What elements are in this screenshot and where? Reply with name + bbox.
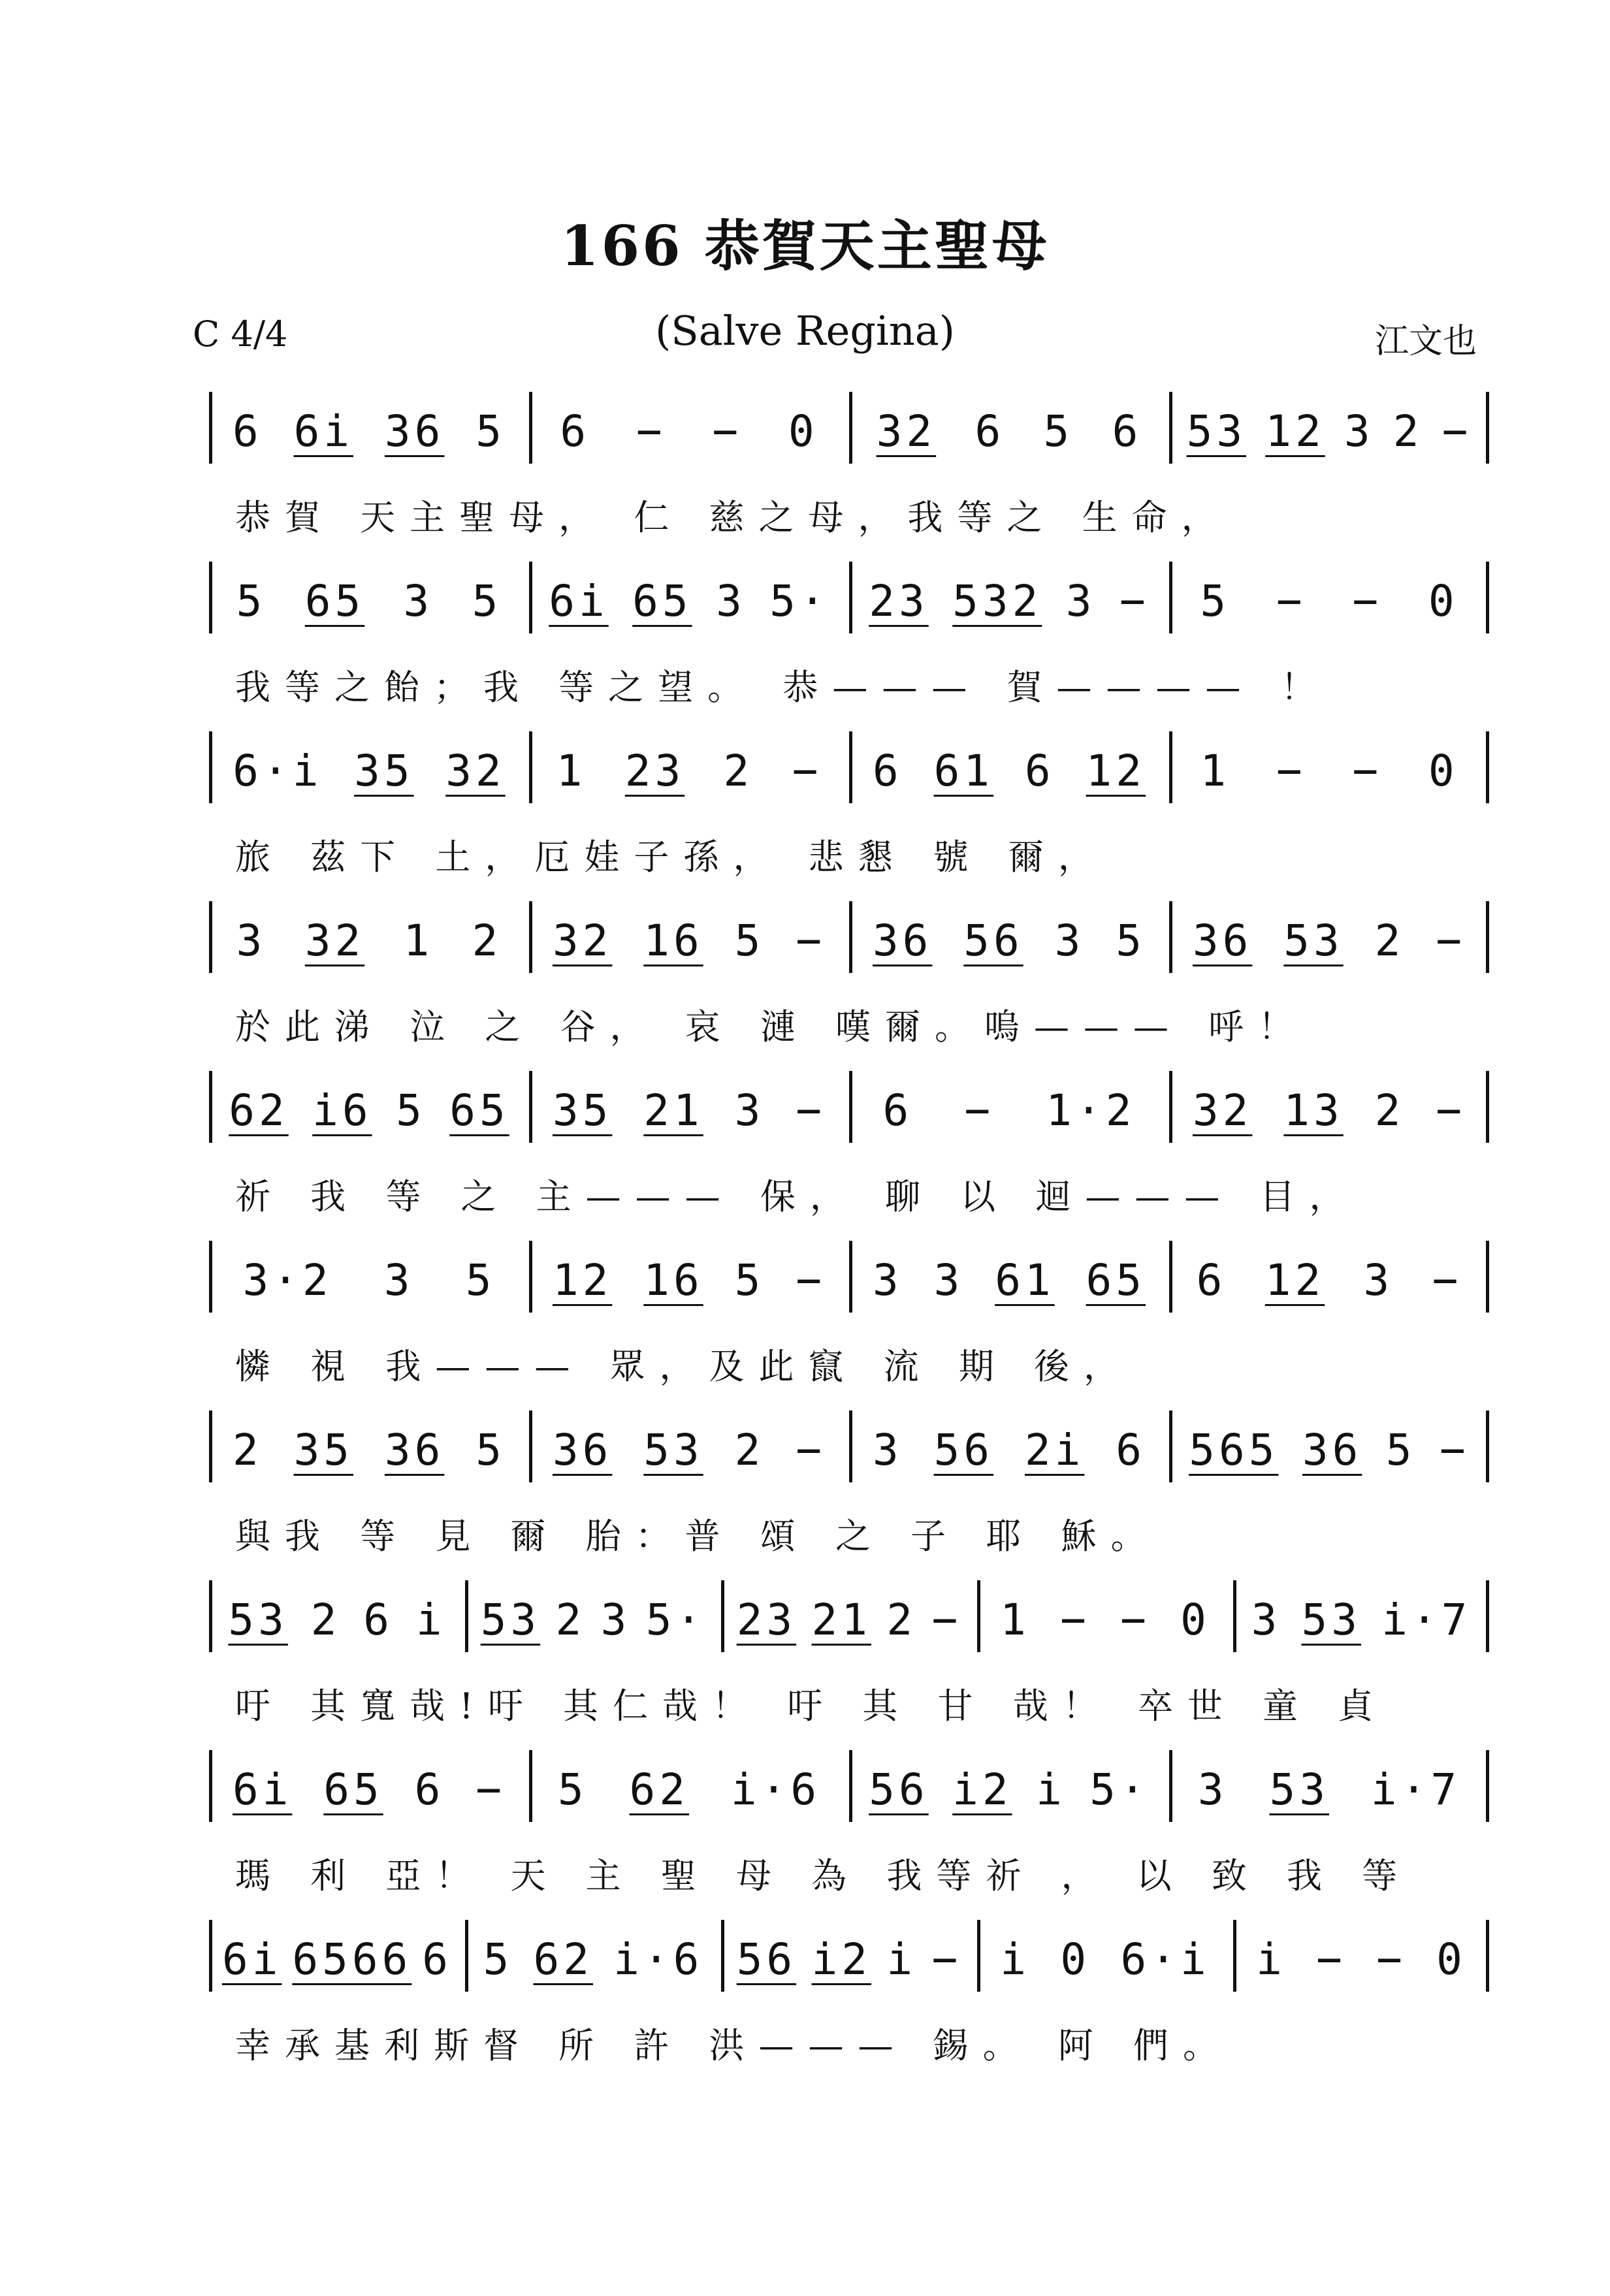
barline (1486, 901, 1489, 973)
measure: 56 i2 i 5· (869, 1764, 1150, 1815)
notation-line (209, 1071, 1489, 1149)
barline (529, 392, 532, 464)
notation-line (209, 901, 1489, 980)
measure: 6i 6566 6 (221, 1934, 453, 1985)
lyrics-line: 瑪 利 亞！ 天 主 聖 母 為 我等祈 ， 以 致 我 等 (235, 1855, 1412, 1896)
barline (1486, 1411, 1489, 1482)
barline (849, 731, 852, 803)
barline (1486, 1241, 1489, 1313)
lyrics-line: 於此涕 泣 之 谷， 哀 漣 嘆爾。嗚——— 呼！ (235, 1006, 1308, 1047)
notation-line (209, 1411, 1489, 1489)
score-system (209, 562, 1489, 708)
barline (849, 1411, 852, 1482)
measure: i − − 0 (1256, 1934, 1466, 1985)
notation-line (209, 1241, 1489, 1319)
measure: 3 56 2i 6 (872, 1424, 1146, 1475)
barline (1233, 1580, 1236, 1652)
barline (529, 562, 532, 633)
notation-line (209, 731, 1489, 810)
barline (529, 1071, 532, 1143)
measure: 6 − − 0 (560, 406, 818, 456)
key-signature: C 4/4 (193, 313, 288, 355)
measure: 53 2 3 5· (480, 1594, 706, 1645)
measure: 53 2 6 i (228, 1594, 446, 1645)
barline (849, 1071, 852, 1143)
measure: 12 16 5 − (552, 1254, 826, 1305)
barline (977, 1580, 980, 1652)
barline (209, 1750, 212, 1822)
barline (209, 1411, 212, 1482)
score-system (209, 392, 1489, 538)
barline (1169, 1411, 1172, 1482)
barline (1169, 731, 1172, 803)
lyrics-line: 吁 其寬哉!吁 其仁哉！ 吁 其 甘 哉！ 卒世 童 貞 (235, 1685, 1388, 1727)
barline (849, 901, 852, 973)
measure: 36 53 2 − (1192, 915, 1466, 966)
barline (849, 562, 852, 633)
measure: 5 62 i·6 (483, 1934, 703, 1985)
measure: 36 53 2 − (552, 1424, 826, 1475)
barline (1486, 1920, 1489, 1992)
lyrics-line: 我等之飴；我 等之望。 恭——— 賀———— ！ (235, 667, 1330, 708)
lyrics-line: 幸承基利斯督 所 許 洪——— 錫。 阿 們。 (235, 2025, 1232, 2066)
measure: 53 12 3 2 − (1186, 406, 1472, 456)
barline (1169, 562, 1172, 633)
measure: 5 65 3 5 (236, 575, 502, 626)
barline (1169, 1241, 1172, 1313)
measure: 6i 65 6 − (232, 1764, 506, 1815)
measure: i 0 6·i (1000, 1934, 1210, 1985)
notation-line (209, 1920, 1489, 1998)
measure: 32 16 5 − (552, 915, 826, 966)
composer: 江文也 (1375, 322, 1477, 361)
barline (1486, 392, 1489, 464)
notation-line (209, 392, 1489, 470)
barline (529, 1411, 532, 1482)
measure: 3·2 3 5 (242, 1254, 496, 1305)
measure: 3 32 1 2 (236, 915, 502, 966)
measure: 1 23 2 − (556, 745, 822, 796)
measure: 1 − − 0 (1200, 745, 1458, 796)
barline (529, 901, 532, 973)
measure: 3 3 61 65 (872, 1254, 1146, 1305)
barline (465, 1920, 468, 1992)
score-system (209, 1920, 1489, 2066)
lyrics-line: 憐 視 我——— 眾，及此竄 流 期 後， (235, 1346, 1133, 1387)
measure: 3 53 i·7 (1251, 1594, 1472, 1645)
measure: 6 12 3 − (1196, 1254, 1462, 1305)
barline (209, 1580, 212, 1652)
lyrics-line: 旅 茲下 土，厄娃子孫， 悲懇 號 爾， (235, 837, 1108, 878)
score-system (209, 901, 1489, 1047)
barline (209, 1071, 212, 1143)
barline (849, 1241, 852, 1313)
barline (977, 1920, 980, 1992)
barline (209, 1920, 212, 1992)
measure: 5 − − 0 (1200, 575, 1458, 626)
measure: 6 61 6 12 (872, 745, 1146, 796)
barline (1486, 1071, 1489, 1143)
measure: 3 53 i·7 (1197, 1764, 1461, 1815)
barline (209, 901, 212, 973)
barline (465, 1580, 468, 1652)
measure: 56 i2 i − (736, 1934, 962, 1985)
notation-line (209, 1580, 1489, 1659)
notation-line (209, 1750, 1489, 1828)
barline (1486, 731, 1489, 803)
barline (1233, 1920, 1236, 1992)
measure: 6 6i 36 5 (232, 406, 506, 456)
score-system (209, 1750, 1489, 1896)
barline (721, 1920, 724, 1992)
lyrics-line: 恭賀 天主聖母， 仁 慈之母，我等之 生命， (235, 497, 1231, 538)
score-system (209, 1241, 1489, 1387)
barline (209, 1241, 212, 1313)
measure: 565 36 5 − (1189, 1424, 1470, 1475)
measure: 23 532 3 − (869, 575, 1150, 626)
barline (529, 731, 532, 803)
barline (1486, 1750, 1489, 1822)
barline (849, 1750, 852, 1822)
page-title: 166 恭賀天主聖母 (560, 214, 1050, 278)
measure: 32 13 2 − (1192, 1085, 1466, 1136)
score-system (209, 731, 1489, 878)
measure: 5 62 i·6 (557, 1764, 821, 1815)
barline (209, 731, 212, 803)
score-system (209, 1411, 1489, 1557)
measure: 36 56 3 5 (872, 915, 1146, 966)
barline (1169, 392, 1172, 464)
barline (721, 1580, 724, 1652)
measure: 1 − − 0 (1000, 1594, 1210, 1645)
barline (209, 392, 212, 464)
barline (1169, 1750, 1172, 1822)
notation-line (209, 562, 1489, 640)
lyrics-line: 祈 我 等 之 主——— 保， 聊 以 迴——— 目， (235, 1176, 1359, 1217)
barline (1169, 1071, 1172, 1143)
measure: 2 35 36 5 (232, 1424, 506, 1475)
measure: 35 21 3 − (552, 1085, 826, 1136)
measure: 6·i 35 32 (233, 745, 506, 796)
subtitle: (Salve Regina) (655, 307, 955, 355)
measure: 62 i6 5 65 (229, 1085, 509, 1136)
barline (1486, 1580, 1489, 1652)
barline (1486, 562, 1489, 633)
lyrics-line: 與我 等 見 爾 胎：普 頌 之 子 耶 穌。 (235, 1516, 1161, 1557)
barline (849, 392, 852, 464)
measure: 6i 65 3 5· (549, 575, 829, 626)
score-system (209, 1580, 1489, 1727)
barline (529, 1750, 532, 1822)
barline (209, 562, 212, 633)
score-system (209, 1071, 1489, 1217)
barline (1169, 901, 1172, 973)
measure: 32 6 5 6 (876, 406, 1142, 456)
barline (529, 1241, 532, 1313)
measure: 6 − 1·2 (882, 1085, 1136, 1136)
measure: 23 21 2 − (736, 1594, 962, 1645)
